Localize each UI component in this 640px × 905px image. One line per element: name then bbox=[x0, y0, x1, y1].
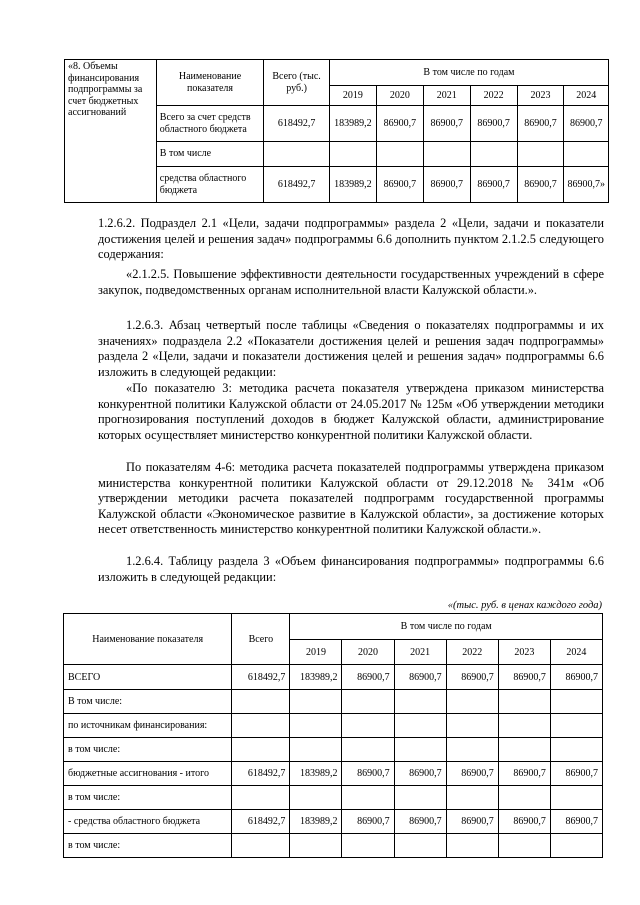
paragraph-2-1-2-5: «2.1.2.5. Повышение эффективности деятельности государственных учреждений в сфере закупок, подведомственных органам исполнительной власти Калужской области.». bbox=[98, 267, 604, 297]
cell: 86900,7 bbox=[423, 106, 470, 142]
cell: 86900,7 bbox=[342, 762, 394, 786]
cell: 86900,7 bbox=[517, 106, 564, 142]
cell: 86900,7 bbox=[498, 762, 550, 786]
cell: 86900,7 bbox=[446, 762, 498, 786]
cell: 86900,7 bbox=[517, 167, 564, 203]
year-2020: 2020 bbox=[376, 86, 423, 106]
row-name: средства областного бюджета bbox=[156, 167, 263, 203]
cell: 183989,2 bbox=[329, 167, 376, 203]
cell: 86900,7 bbox=[376, 106, 423, 142]
paragraph-1-2-6-3: 1.2.6.3. Абзац четвертый после таблицы «Сведения о показателях подпрограммы и их значениях» подраздела 2.2 «Показатели достижения целей и решения задач подпрограммы» раздела 2 «Цели, задачи и показатели достижения целей и решения задач» подпрограммы 6.6 изложить в следующей редакции: bbox=[98, 318, 604, 379]
row-total: 618492,7 bbox=[264, 167, 330, 203]
year-2024: 2024 bbox=[550, 640, 602, 665]
year-2020: 2020 bbox=[342, 640, 394, 665]
header-years: В том числе по годам bbox=[329, 60, 608, 86]
row-name: по источникам финансирования: bbox=[64, 714, 232, 738]
year-2021: 2021 bbox=[394, 640, 446, 665]
cell: 183989,2 bbox=[290, 810, 342, 834]
cell: 86900,7 bbox=[470, 106, 517, 142]
cell: 86900,7 bbox=[470, 167, 517, 203]
cell: 86900,7 bbox=[564, 106, 609, 142]
header-total: Всего bbox=[232, 614, 290, 665]
row-name: в том числе: bbox=[64, 834, 232, 858]
cell: 86900,7 bbox=[342, 665, 394, 690]
cell: 86900,7» bbox=[564, 167, 609, 203]
header-name: Наименование показателя bbox=[64, 614, 232, 665]
year-2021: 2021 bbox=[423, 86, 470, 106]
row-name: ВСЕГО bbox=[64, 665, 232, 690]
cell: 86900,7 bbox=[342, 810, 394, 834]
cell: 86900,7 bbox=[446, 810, 498, 834]
table-row bbox=[64, 714, 603, 738]
year-2019: 2019 bbox=[290, 640, 342, 665]
paragraph-indicators-4-6: По показателям 4-6: методика расчета показателей подпрограммы утверждена приказом министерства конкурентной политики Калужской области от 29.12.2018 № 341м «Об утверждении методики расчета показателей подпрограмм государственной программы Калужской области «Экономическое развитие в Калужской области», за достижение которых несет ответственность министерство конкурентной политики Калужской области.». bbox=[98, 460, 604, 536]
header-years: В том числе по годам bbox=[290, 614, 603, 640]
financing-passport-table bbox=[64, 59, 609, 203]
cell: 86900,7 bbox=[394, 810, 446, 834]
cell: 183989,2 bbox=[290, 665, 342, 690]
table-row bbox=[64, 834, 603, 858]
row-total: 618492,7 bbox=[232, 810, 290, 834]
year-2023: 2023 bbox=[498, 640, 550, 665]
cell: 86900,7 bbox=[550, 762, 602, 786]
cell: 183989,2 bbox=[290, 762, 342, 786]
table-row bbox=[64, 810, 603, 834]
financing-table bbox=[63, 613, 603, 858]
row-name: в том числе: bbox=[64, 786, 232, 810]
cell: 86900,7 bbox=[446, 665, 498, 690]
table-row bbox=[64, 690, 603, 714]
year-2024: 2024 bbox=[564, 86, 609, 106]
table-row bbox=[64, 762, 603, 786]
unit-note: «(тыс. руб. в ценах каждого года) bbox=[447, 600, 602, 611]
header-name: Наименование показателя bbox=[156, 60, 263, 106]
row-name: бюджетные ассигнования - итого bbox=[64, 762, 232, 786]
row-name: Всего за счет средств областного бюджета bbox=[156, 106, 263, 142]
year-2022: 2022 bbox=[470, 86, 517, 106]
cell: 86900,7 bbox=[376, 167, 423, 203]
cell: 86900,7 bbox=[423, 167, 470, 203]
cell: 86900,7 bbox=[550, 810, 602, 834]
paragraph-1-2-6-2: 1.2.6.2. Подраздел 2.1 «Цели, задачи подпрограммы» раздела 2 «Цели, задачи и показатели достижения целей и решения задач» подпрограммы 6.6 дополнить пунктом 2.1.2.5 следующего содержания: bbox=[98, 216, 604, 261]
paragraph-indicator-3: «По показателю 3: методика расчета показателя утверждена приказом министерства конкурентной политики Калужской области от 24.05.2017 № 125м «Об утверждении методики прогнозирования поступлений доходов в бюджет Калужской области, администрирование которых осуществляет министерство конкурентной политики Калужской области. bbox=[98, 381, 604, 442]
cell: 86900,7 bbox=[498, 665, 550, 690]
cell: 183989,2 bbox=[329, 106, 376, 142]
passport-row-label: «8. Объемы финансирования подпрограммы за счет бюджетных ассигнований bbox=[65, 60, 157, 203]
table-row bbox=[64, 665, 603, 690]
cell: 86900,7 bbox=[498, 810, 550, 834]
year-2023: 2023 bbox=[517, 86, 564, 106]
row-name: В том числе: bbox=[64, 690, 232, 714]
cell: 86900,7 bbox=[550, 665, 602, 690]
year-2022: 2022 bbox=[446, 640, 498, 665]
year-2019: 2019 bbox=[329, 86, 376, 106]
row-total: 618492,7 bbox=[232, 665, 290, 690]
table-row bbox=[64, 786, 603, 810]
row-name: - средства областного бюджета bbox=[64, 810, 232, 834]
paragraph-1-2-6-4: 1.2.6.4. Таблицу раздела 3 «Объем финансирования подпрограммы» подпрограммы 6.6 изложить в следующей редакции: bbox=[98, 554, 604, 584]
table-row bbox=[64, 738, 603, 762]
cell: 86900,7 bbox=[394, 762, 446, 786]
cell: 86900,7 bbox=[394, 665, 446, 690]
header-total: Всего (тыс. руб.) bbox=[264, 60, 330, 106]
row-total: 618492,7 bbox=[264, 106, 330, 142]
row-total: 618492,7 bbox=[232, 762, 290, 786]
row-name: В том числе bbox=[156, 142, 263, 167]
row-name: в том числе: bbox=[64, 738, 232, 762]
